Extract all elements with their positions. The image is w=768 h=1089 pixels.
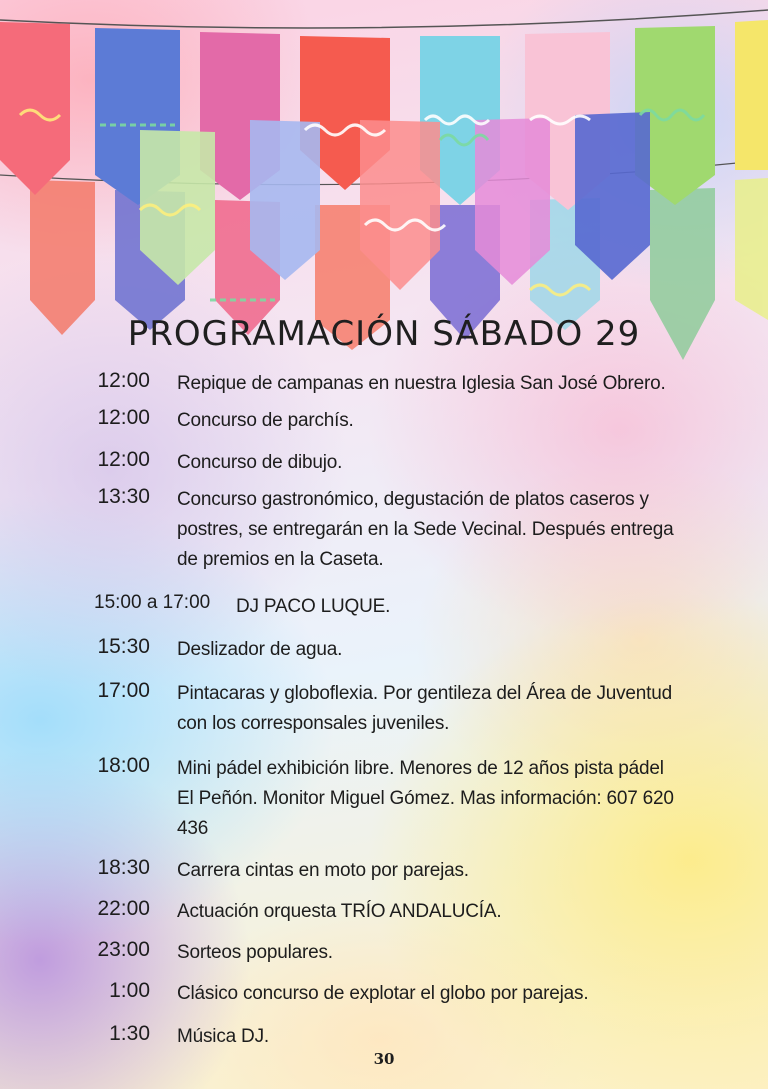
schedule-description: Música DJ.	[177, 1026, 269, 1047]
schedule-time: 1:00	[109, 979, 150, 1002]
schedule-description: Carrera cintas en moto por parejas.	[177, 860, 469, 881]
schedule-description: Concurso de dibujo.	[177, 452, 343, 473]
schedule-time: 22:00	[97, 897, 150, 920]
schedule-description: DJ PACO LUQUE.	[236, 596, 391, 617]
schedule-description: Clásico concurso de explotar el globo por parejas.	[177, 983, 589, 1004]
schedule-description: Actuación orquesta TRÍO ANDALUCÍA.	[177, 901, 502, 922]
schedule-description: Sorteos populares.	[177, 942, 333, 963]
schedule-time: 12:00	[97, 448, 150, 471]
schedule-time: 18:00	[97, 754, 150, 777]
schedule-time: 18:30	[97, 856, 150, 879]
schedule-time: 12:00	[97, 406, 150, 429]
page-title: PROGRAMACIÓN SÁBADO 29	[127, 314, 641, 354]
schedule-description: Repique de campanas en nuestra Iglesia San José Obrero.	[177, 373, 666, 394]
page-number: 30	[373, 1050, 395, 1068]
schedule-time: 13:30	[97, 485, 150, 508]
schedule-time: 23:00	[97, 938, 150, 961]
schedule-time: 15:30	[97, 635, 150, 658]
schedule-description: Mini pádel exhibición libre. Menores de 12 años pista pádel El Peñón. Monitor Miguel Gómez. Mas información: 607 620 436	[177, 758, 674, 839]
schedule-description: Concurso gastronómico, degustación de platos caseros y postres, se entregarán en la Sede Vecinal. Después entrega de premios en la Caseta.	[177, 489, 674, 570]
schedule-time: 1:30	[109, 1022, 150, 1045]
schedule-description: Deslizador de agua.	[177, 639, 343, 660]
schedule-time: 17:00	[97, 679, 150, 702]
schedule-time: 15:00 a 17:00	[94, 592, 211, 613]
schedule-description: Pintacaras y globoflexia. Por gentileza del Área de Juventud con los corresponsales juveniles.	[177, 683, 672, 734]
schedule-description: Concurso de parchís.	[177, 410, 354, 431]
schedule-time: 12:00	[97, 369, 150, 392]
